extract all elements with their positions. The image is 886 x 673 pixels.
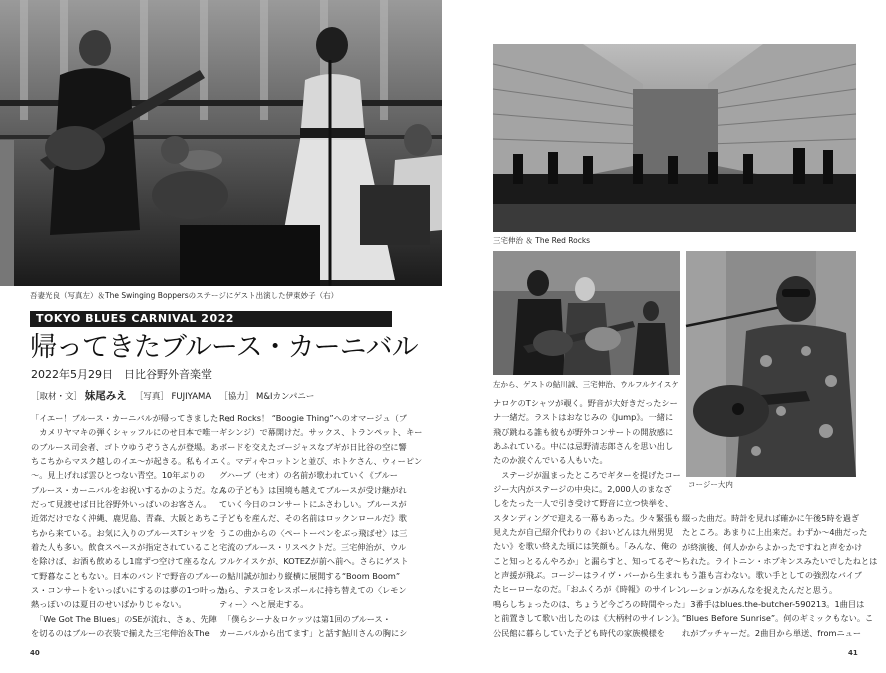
body-line: 「We Got The Blues」のSEが流れ、さぁ、先陣 [31, 613, 217, 624]
body-line: て野暮なこともない。日本のバンドで野音のブルー [31, 570, 219, 581]
body-column-3 [493, 396, 690, 640]
body-line: 熱っぽいのは夏日のせいばかりじゃない。 [31, 599, 187, 610]
body-line: 近郊だけでなく沖縄、鹿児島、青森、大阪とあちこ [31, 513, 220, 524]
body-line: ナ一緒だ。ラストはおなじみの《Jump》。一緒に [493, 412, 674, 423]
body-line: たところ。あまりに上出来だ。わずか〜4曲だった [682, 527, 868, 538]
photo-guitar-trio [493, 251, 680, 375]
body-line: れがブッチャーだ。2曲目から単送、fromニュー [682, 627, 862, 638]
body-line: ナロケのTシャツが覗く。野音が大好きだったシー [493, 398, 678, 408]
body-line: しをたった一人で引き受けて野音に立つ快挙を、 [493, 498, 674, 509]
body-line: スタンディングで迎える一幕もあった。少々緊張も [493, 512, 681, 523]
body-line: 宅流のブルース・リスペクトだ。三宅伸治が、ウル [219, 542, 407, 553]
photo-caption: 吾妻光良（写真左）＆The Swinging Boppersのステージにゲスト出演した伊東妙子（右） [30, 291, 339, 300]
coop-tag: ［協力］ [219, 392, 254, 402]
body-line: ボードを交えたゴージャスなブギが日比谷の空に響 [219, 441, 407, 452]
body-line: “Blues Before Sunrise”。何のギミックもない。こ [682, 613, 874, 624]
body-line: カーニバルから出てます」と話す鮎川さんの胸にシ [219, 628, 408, 639]
body-line: うこの曲からの〈ペートーベンをぶっ飛ばせ〉は三 [219, 527, 408, 538]
article-title: 帰ってきたブルース・カーニバル [30, 332, 418, 363]
body-line: フルケイスケが、KOTEZが前へ前へ。さらにゲスト [219, 556, 409, 567]
body-line: たヒーローなのだ。「おふくろが《時報》のサイレン [493, 584, 685, 595]
body-line: と声援が飛ぶ。コージーはライヴ・バーから生まれ [493, 570, 682, 581]
body-line: 綴った曲だ。時計を見れば確かに午後5時を過ぎ [682, 513, 860, 523]
page-number-left: 40 [30, 649, 40, 657]
body-column-4 [682, 511, 878, 640]
body-line: 着た人も多い。飲食スペースが指定されていること [31, 542, 219, 553]
article-credits [31, 390, 314, 403]
body-line: ていく今日のコンサートにふさわしい。ブルースが [219, 499, 407, 510]
writer-name: 妹尾みえ [84, 390, 127, 402]
body-line: グハープ（セオ）の名前が歌われていく《ブルー [219, 470, 398, 481]
photo-caption: コージー大内 [688, 480, 733, 489]
photo-caption: 三宅伸治 ＆ The Red Rocks [493, 236, 591, 245]
body-line: こと知っとるんやろか」と漏らすと、知ってるぞ〜！ [493, 555, 690, 566]
body-line: が終演後、何人かからよかったですねと声をかけ [682, 541, 863, 552]
article-subtitle: 2022年5月29日 日比谷野外音楽堂 [31, 368, 212, 381]
body-line: ちこちからマスク越しのイエ〜が起きる。私もイエ [31, 456, 219, 467]
body-line: 飛び跳ねる誰も彼もが野外コンサートの開放感に [493, 426, 674, 437]
body-line: 〜。見上げれば雲ひとつない青空。10年ぶりの [31, 470, 206, 481]
page-number-right: 41 [848, 649, 858, 657]
body-line: ステージが温まったところでギターを提げたコー [493, 469, 681, 480]
body-line: たのか涙ぐんでいる人もいた。 [493, 455, 608, 466]
body-line: られた。ライトニン・ホプキンスみたいでしたねとは [682, 556, 878, 567]
body-line: もう誰も言わない。歌い手としての強烈なバイブ [682, 570, 862, 581]
photo-band-stage-left [0, 0, 442, 286]
body-line: Red Rocks！ “Boogie Thing”へのオマージュ（ブ [219, 413, 407, 423]
body-column-2 [219, 411, 423, 641]
body-line: と前置きして歌い出したのは《大柄村のサイレン》。 [493, 613, 685, 624]
body-line: 3番手はblues.the-butcher-590213。1曲目は [682, 599, 865, 610]
body-line: あふれている。中には忌野清志郎さんを思い出し [493, 441, 674, 452]
body-line: 「イエー！ブルース・カーニバルが帰ってきました！」 [31, 413, 235, 423]
body-line: だって見渡せば日比谷野外いっぱいのお客さん。 [31, 499, 212, 510]
body-line: ティー〉へと展走する。 [219, 599, 309, 610]
body-line: カメリヤマキの弾くシャッフルにのせ日本で唯一 [31, 427, 219, 438]
photo-kodji-acoustic [686, 251, 856, 477]
body-line: たい》を歌い終えた頃には笑顔も。「みんな、俺の [493, 541, 678, 552]
body-line: 「僕らシーナ＆ロケッツは第1回のブルース・ [219, 613, 391, 624]
body-column-1 [31, 411, 235, 641]
photo-venue-wide [493, 44, 856, 232]
body-line: から、テスコをレスポールに持ち替えての〈レモン [219, 585, 407, 596]
body-line: スの子ども》は国境も越えてブルースが受け継がれ [219, 484, 407, 495]
body-line: ちから来ている。お気に入りのブルースTシャツを [31, 527, 216, 538]
photo-caption: 左から、ゲストの鮎川誠、三宅伸治、ウルフルケイスケ [493, 380, 679, 389]
body-line: 見えたが自己紹介代わりの《おいどんは九州男児 [493, 527, 674, 538]
body-line: ス・コンサートをいっぱいにするのは夢の1つ叶った。 [31, 585, 233, 596]
event-banner: TOKYO BLUES CARNIVAL 2022 [30, 311, 392, 327]
body-line: 子どもを産んだ、その名前はロックンロールだ》歌 [219, 513, 407, 524]
body-line: 公民館に暮らしていた子ども時代の家族模様を [493, 627, 665, 638]
body-line: を除けば、お酒も飲めるし1席ずつ空けて座るなん [31, 556, 217, 567]
body-line: レーションがみんなを捉えたんだと思う。 [682, 584, 838, 595]
body-line: ジー大内がステージの中央に。2,000人のまなざ [493, 484, 672, 495]
body-line: の鮎川誠が加わり縦横に展開する“Boom Boom” [219, 570, 401, 581]
coop-name: M&Iカンパニー [256, 392, 315, 402]
body-line: 鳴らしちょったのは、ちょうど今ごろの時間やった」 [493, 598, 690, 609]
photo-tag: ［写真］ [134, 392, 169, 402]
body-line: のブルース司会者、ゴトウゆうぞうさんが登場。あ [31, 441, 219, 452]
body-line: を切るのはブルーの衣装で揃えた三宅伸治＆The [31, 628, 210, 639]
body-line: ギシンジ）で幕開けだ。サックス、トランペット、キー [219, 427, 423, 438]
writer-tag: ［取材・文］ [31, 392, 83, 402]
photographer-name: FUJIYAMA [171, 392, 212, 402]
body-line: ブルース・カーニバルをお祝いするかのようだ。なん [31, 484, 227, 495]
body-line: く。マディやコットンと並び、ホトケさん、ウィーピン [219, 456, 423, 467]
